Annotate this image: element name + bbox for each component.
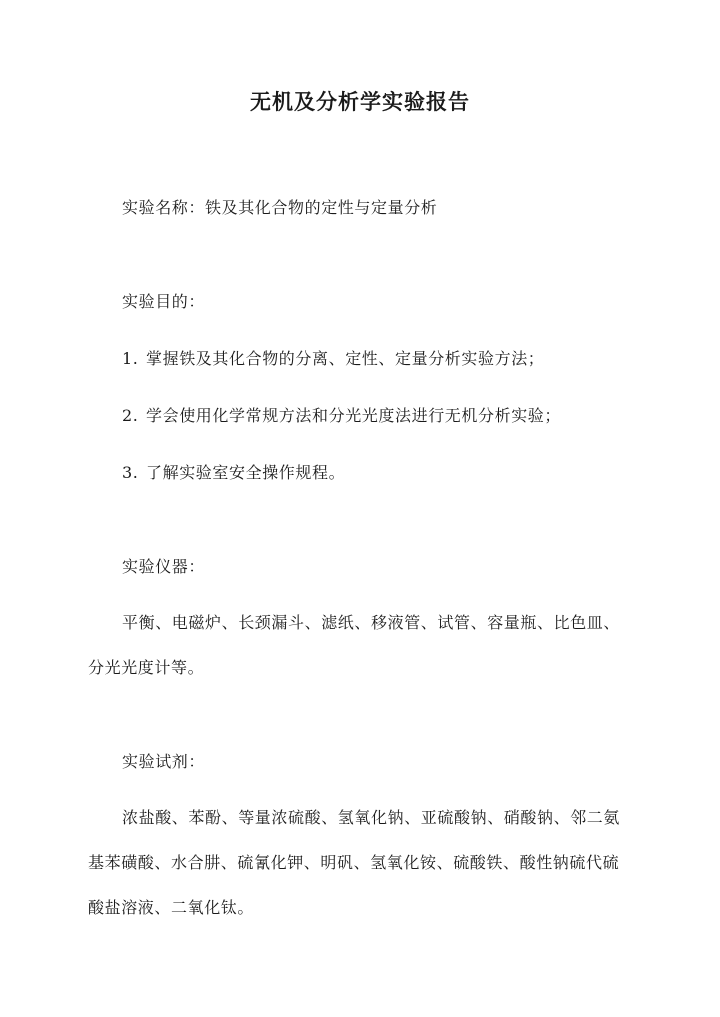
report-title: 无机及分析学实验报告 [250,89,470,114]
list-text: 了解实验室安全操作规程。 [146,463,346,482]
purpose-item-3 [122,461,345,485]
reagents-line-3: 酸盐溶液、二氧化钛。 [88,898,255,917]
list-text: 学会使用化学常规方法和分光光度法进行无机分析实验； [146,406,562,425]
list-number: 3. [122,463,139,482]
purpose-item-2 [122,404,561,428]
list-number: 2. [122,406,139,425]
instruments-line-2: 分光光度计等。 [88,658,205,677]
instruments-line-1: 平衡、电磁炉、长颈漏斗、滤纸、移液管、试管、容量瓶、比色皿、 [122,613,621,632]
reagents-heading: 实验试剂： [122,752,206,771]
reagents-line-1: 浓盐酸、苯酚、等量浓硫酸、氢氧化钠、亚硫酸钠、硝酸钠、邻二氨 [122,808,621,827]
instruments-heading: 实验仪器： [122,557,206,576]
list-number: 1. [122,349,139,368]
list-text: 掌握铁及其化合物的分离、定性、定量分析实验方法； [146,349,545,368]
purpose-item-1 [122,347,544,371]
reagents-line-2: 基苯磺酸、水合肼、硫氰化钾、明矾、氢氧化铵、硫酸铁、酸性钠硫代硫 [88,853,620,872]
purpose-heading: 实验目的： [122,292,206,311]
experiment-name: 实验名称：铁及其化合物的定性与定量分析 [122,198,438,217]
